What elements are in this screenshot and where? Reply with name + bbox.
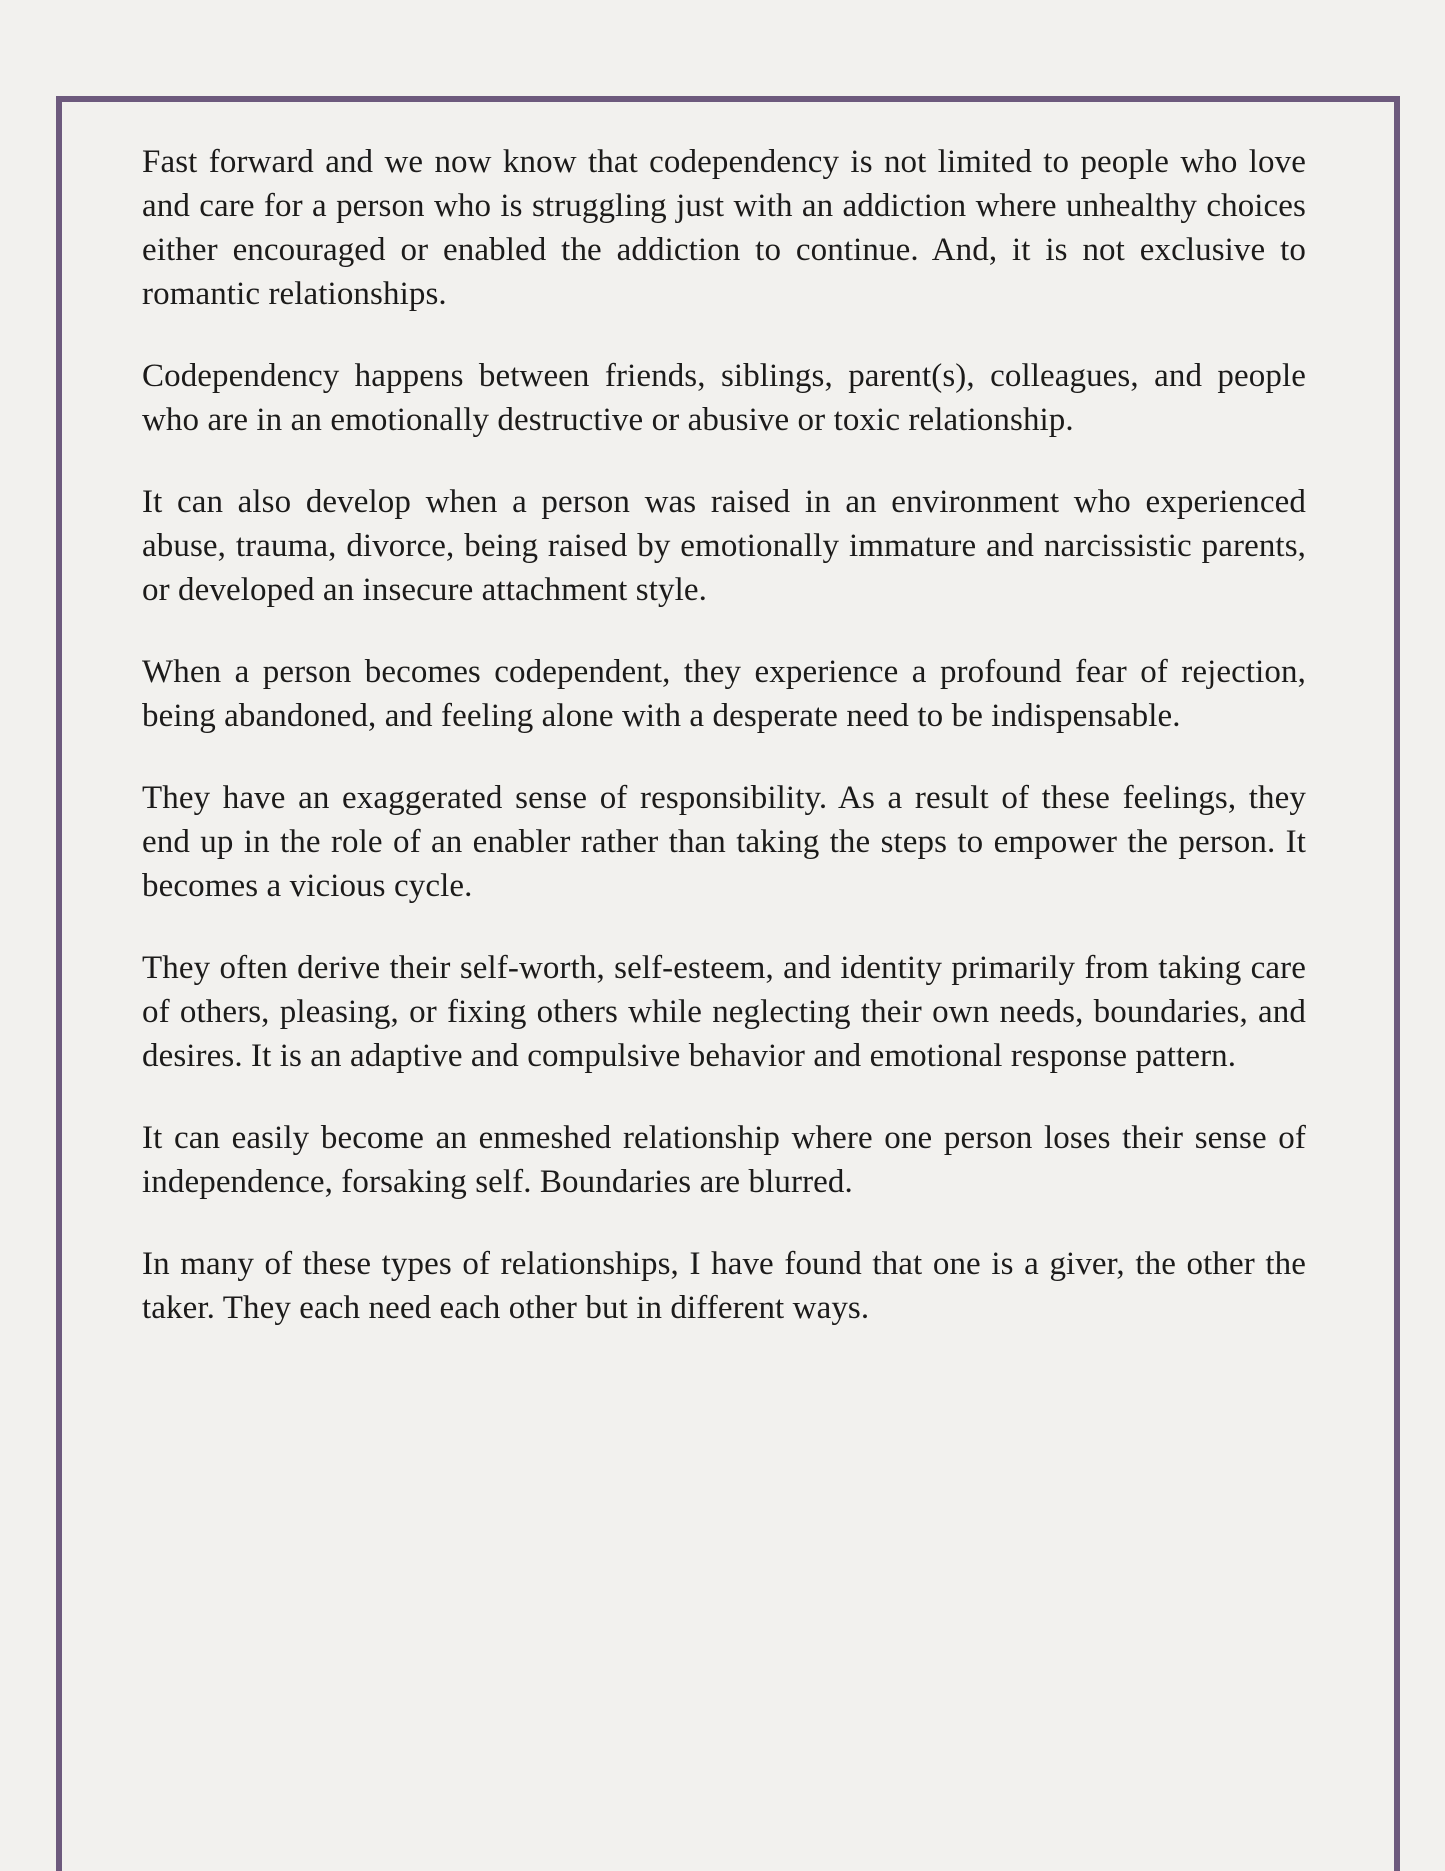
paragraph: It can also develop when a person was raised in an environment who experienced abuse, trauma, divorce, being raised by emotionally immature and narcissistic parents, or developed an insecure attachment style. <box>142 484 1306 608</box>
paragraph: It can easily become an enmeshed relationship where one person loses their sense of independence, forsaking self. Boundaries are blurred. <box>142 1120 1306 1200</box>
paragraph: When a person becomes codependent, they experience a profound fear of rejection, being abandoned, and feeling alone with a desperate need to be indispensable. <box>142 654 1306 734</box>
page-border-frame <box>56 96 1400 1871</box>
paragraph: Fast forward and we now know that codependency is not limited to people who love and care for a person who is struggling just with an addiction where unhealthy choices either encouraged or enabled the addiction to continue. And, it is not exclusive to romantic relationships. <box>142 144 1306 312</box>
paragraph: They have an exaggerated sense of responsibility. As a result of these feelings, they end up in the role of an enabler rather than taking the steps to empower the person. It becomes a vicious cycle. <box>142 780 1306 904</box>
document-body <box>62 102 1394 1330</box>
paragraph: In many of these types of relationships, I have found that one is a giver, the other the taker. They each need each other but in different ways. <box>142 1246 1306 1326</box>
paragraph: Codependency happens between friends, siblings, parent(s), colleagues, and people who are in an emotionally destructive or abusive or toxic relationship. <box>142 358 1306 438</box>
paragraph: They often derive their self-worth, self-esteem, and identity primarily from taking care of others, pleasing, or fixing others while neglecting their own needs, boundaries, and desires. It is an adaptive and compulsive behavior and emotional response pattern. <box>142 950 1306 1074</box>
